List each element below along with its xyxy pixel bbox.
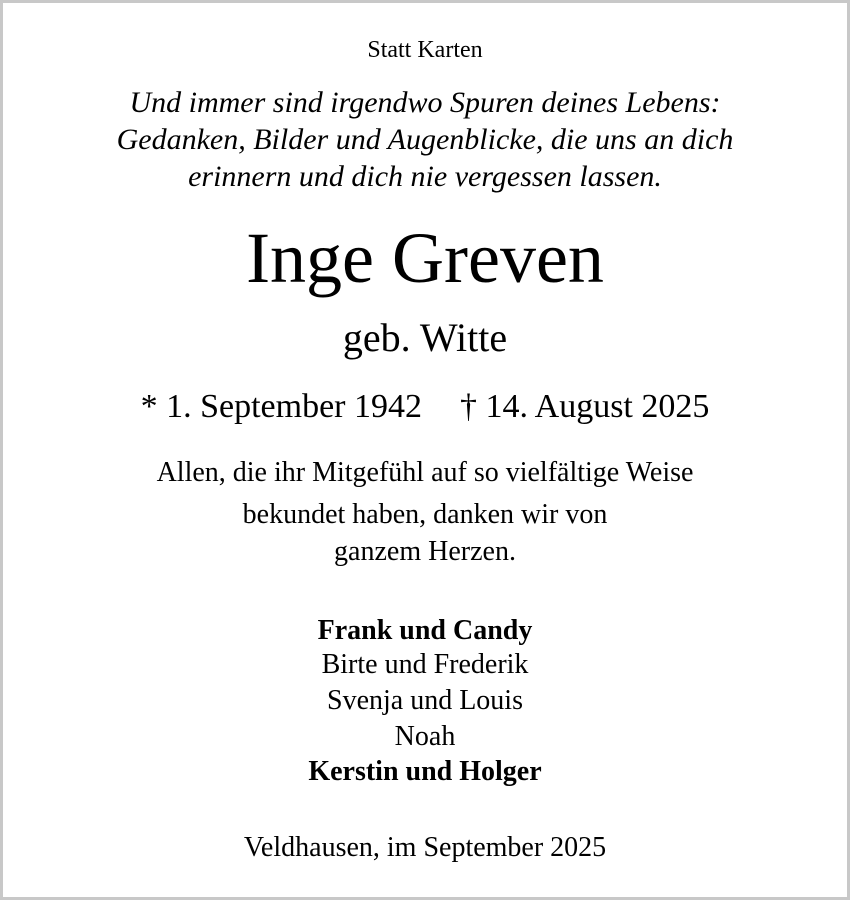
death-date: † 14. August 2025 [460,388,710,425]
quote-line-2: Gedanken, Bilder und Augenblicke, die uns an dich [116,123,734,156]
heading-statt-karten: Statt Karten [367,37,483,63]
quote-line-1: Und immer sind irgendwo Spuren deines Lebens: [129,86,721,119]
family-member-1: Frank und Candy [317,615,533,646]
family-member-5: Kerstin und Holger [308,756,542,787]
family-member-3: Svenja und Louis [327,685,523,716]
thanks-line-1: Allen, die ihr Mitgefühl auf so vielfältige Weise [156,457,694,488]
place-and-date: Veldhausen, im September 2025 [243,832,607,863]
family-member-4: Noah [394,721,456,752]
deceased-name: Inge Greven [246,218,604,298]
thanks-line-2: bekundet haben, danken wir von [242,499,608,530]
family-member-2: Birte und Frederik [321,649,529,680]
maiden-name: geb. Witte [342,315,508,360]
thanks-line-3: ganzem Herzen. [334,536,516,567]
quote-line-3: erinnern und dich nie vergessen lassen. [188,160,662,193]
birth-date: * 1. September 1942 [140,388,423,425]
life-dates [0,390,850,424]
